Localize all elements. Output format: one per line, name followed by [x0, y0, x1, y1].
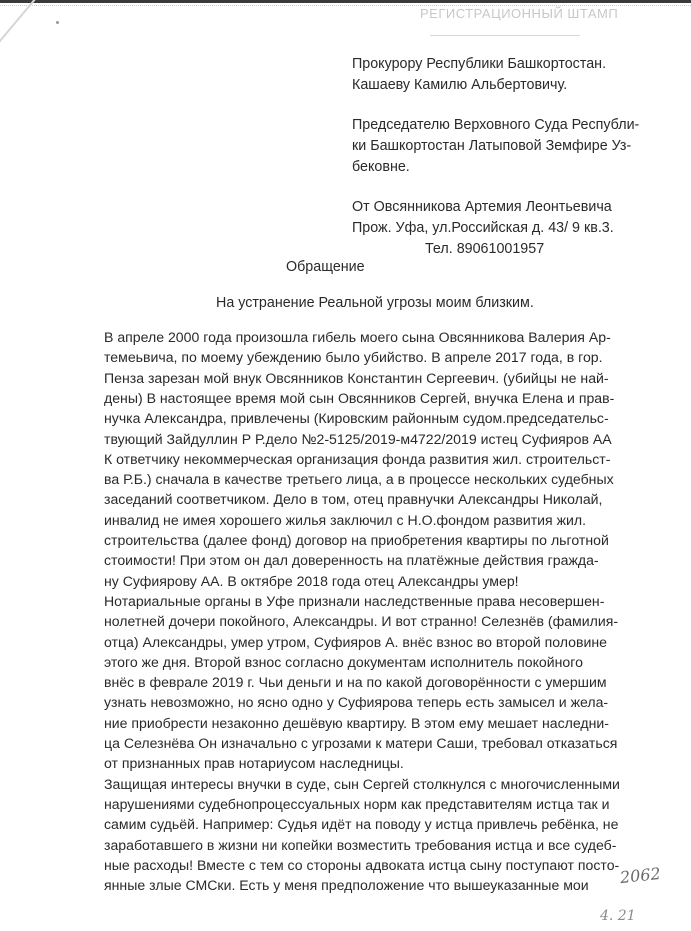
body-text-line: от признанных прав нотариусом наследницы. — [104, 755, 404, 772]
body-text-line: самим судьёй. Например: Судья идёт на поводу у истца привлечь ребёнка, не — [104, 816, 619, 833]
scan-top-border — [0, 0, 691, 3]
recipient-court-line: Председателю Верховного Суда Республи- — [352, 117, 640, 133]
registration-stamp: РЕГИСТРАЦИОННЫЙ ШТАМП — [420, 6, 619, 21]
body-text-line: этого же дня. Второй взнос согласно документам исполнитель покойного — [104, 653, 583, 670]
sender-name: От Овсянникова Артемия Леонтьевича — [352, 199, 612, 215]
scan-speck — [56, 21, 59, 24]
recipient-prosecutor-line: Прокурору Республики Башкортостан. — [352, 56, 607, 72]
recipient-prosecutor-name: Кашаеву Камилю Альбертовичу. — [352, 77, 568, 93]
body-text-line: нарушениями судебнопроцессуальных норм как представителям истца так и — [104, 795, 610, 812]
body-text-line: Защищая интересы внучки в суде, сын Сергей столкнулся с многочисленными — [104, 775, 620, 792]
body-text-line: дены) В настоящее время мой сын Овсянников Сергей, внучка Елена и прав- — [104, 389, 615, 406]
recipient-court-line: бековне. — [352, 159, 410, 175]
body-text-line: узнать невозможно, но ясно одно у Суфиярова теперь есть замысел и жела- — [104, 694, 609, 711]
body-text-line: твующий Зайдуллин Р Р.дело №2-5125/2019-м4722/2019 истец Суфияров АА — [104, 430, 612, 447]
body-text-line: нолетней дочери покойного, Александры. И вот странно! Селезнёв (фамилия- — [104, 613, 619, 630]
body-text-line: ну Суфиярову АА. В октябре 2018 года отец Александры умер! — [104, 572, 519, 589]
document-title: Обращение — [286, 259, 365, 275]
sender-address: Прож. Уфа, ул.Российская д. 43/ 9 кв.3. — [352, 220, 614, 236]
body-text-line: темеьвича, по моему убеждению было убийство. В апреле 2017 года, в гор. — [104, 349, 603, 366]
body-text-line: стоимости! При этом он дал доверенность на платёжные действия гражда- — [104, 552, 599, 569]
body-text-line: Пенза зарезан мой внук Овсянников Константин Сергеевич. (убийцы не най- — [104, 369, 609, 386]
handwritten-number: 2062 — [619, 863, 662, 888]
document-subtitle: На устранение Реальной угрозы моим близким. — [216, 295, 534, 311]
body-text-line: ние приобрести незаконно дешёвую квартиру. В этом ему мешает наследни- — [104, 714, 609, 731]
body-text-line: строительства (далее фонд) договор на приобретения квартиры по льготной — [104, 532, 609, 548]
body-text-line: Нотариальные органы в Уфе признали наследственные права несовершен- — [104, 592, 605, 609]
body-text-line: ца Селезнёва Он изначально с угрозами к матери Саши, требовал отказаться — [104, 735, 618, 751]
body-text-line: инвалид не имея хорошего жилья заключил с Н.О.фондом развития жил. — [104, 511, 587, 528]
body-text-line: внёс в феврале 2019 г. Чьи деньги и на по какой договорённости с умершим — [104, 674, 607, 691]
body-text-line: заработавшего в жизни ни копейки возместить требования истца и все судеб- — [104, 836, 617, 853]
sender-phone: Тел. 89061001957 — [425, 241, 545, 257]
stamp-underline — [430, 35, 580, 36]
body-text-line: нучка Александра, привлечены (Кировским районным судом.председательс- — [104, 410, 609, 427]
body-text-line: В апреле 2000 года произошла гибель моего сына Овсянникова Валерия Ар- — [104, 329, 611, 345]
pencil-mark — [0, 0, 45, 62]
handwritten-date: 4. 21 — [600, 908, 636, 924]
recipient-court-line: ки Башкортостан Латыповой Земфире Уз- — [352, 138, 632, 154]
body-text-line: К ответчику некоммерческая организация фонда развития жил. строительст- — [104, 450, 611, 467]
body-text-line: янные злые СМСки. Есть у меня предположение что вышеуказанные мои — [104, 877, 589, 894]
body-text-line: отца) Александры, умер утром, Суфияров А. внёс взнос во второй половине — [104, 633, 607, 650]
body-text-line: ные расходы! Вместе с тем со стороны адвоката истца сыну поступают посто- — [104, 856, 620, 873]
body-text-line: ва Р.Б.) сначала в качестве третьего лица, а в процессе нескольких судебных — [104, 471, 614, 488]
body-text-line: заседаний соответчиком. Дело в том, отец правнучки Александры Николай, — [104, 491, 603, 508]
